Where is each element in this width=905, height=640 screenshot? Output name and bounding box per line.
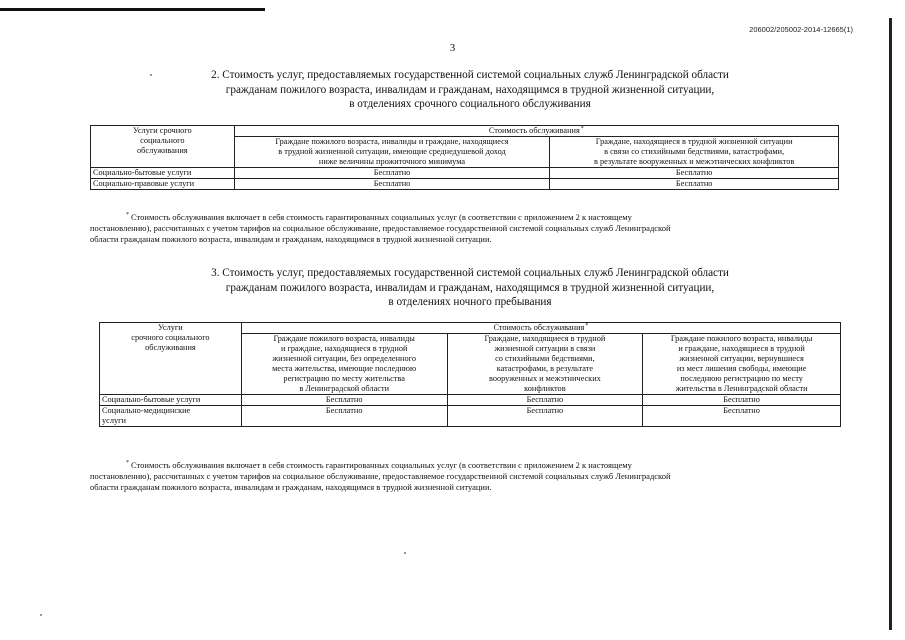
cost-cell: Бесплатно — [234, 179, 550, 190]
table-row — [100, 406, 841, 427]
section-3-footnote — [90, 460, 840, 493]
cost-cell: Бесплатно — [643, 395, 841, 406]
cost-cell: Бесплатно — [643, 406, 841, 427]
section-3-heading — [130, 266, 810, 310]
scan-speck — [404, 552, 406, 554]
footnote-line: области гражданам пожилого возраста, инвалидам и гражданам, находящимся в трудной жизненной ситуации. — [90, 234, 492, 244]
cost-cell: Бесплатно — [234, 168, 550, 179]
section-2-heading — [130, 68, 810, 112]
table-row — [91, 179, 839, 190]
footnote-line: * Стоимость обслуживания включает в себя стоимость гарантированных социальных услуг (в соответствии с приложением 2 к настоящему — [126, 460, 632, 470]
category-header: Граждане, находящиеся в трудной жизненной ситуации в связи со стихийными бедствиями, катастрофами, в результате вооруженных и межэтнических конфликтов — [447, 334, 643, 395]
cost-column-header: Стоимость обслуживания* — [241, 323, 840, 334]
cost-cell: Бесплатно — [241, 406, 447, 427]
service-column-header: Услуги срочного социального обслуживания — [91, 126, 235, 168]
category-header: Граждане пожилого возраста, инвалиды и граждане, находящиеся в трудной жизненной ситуации, имеющие среднедушевой доход ниже величины прожиточного минимума — [234, 137, 550, 168]
document-id: 206002/205002-2014-12665(1) — [749, 25, 853, 34]
service-name: Социально-бытовые услуги — [91, 168, 235, 179]
cost-cell: Бесплатно — [550, 179, 839, 190]
scan-edge-right — [889, 18, 892, 630]
service-name: Социально-медицинские услуги — [100, 406, 242, 427]
footnote-line: области гражданам пожилого возраста, инвалидам и гражданам, находящимся в трудной жизненной ситуации. — [90, 482, 492, 492]
cost-cell: Бесплатно — [447, 406, 643, 427]
heading-line: в отделениях срочного социального обслуживания — [349, 98, 591, 110]
footnote-line: * Стоимость обслуживания включает в себя стоимость гарантированных социальных услуг (в соответствии с приложением 2 к настоящему — [126, 212, 632, 222]
heading-line: гражданам пожилого возраста, инвалидам и гражданам, находящимся в трудной жизненной ситуации, — [225, 83, 715, 96]
service-column-header: Услуги срочного социального обслуживания — [100, 323, 242, 395]
heading-line: гражданам пожилого возраста, инвалидам и гражданам, находящимся в трудной жизненной ситуации, — [225, 281, 715, 294]
cost-column-header: Стоимость обслуживания* — [234, 126, 838, 137]
category-header: Граждане пожилого возраста, инвалиды и граждане, находящиеся в трудной жизненной ситуации, без определенного места жительства, имеющие последнюю регистрацию по месту жительства в Ленинградской области — [241, 334, 447, 395]
table-header-row — [100, 323, 841, 334]
table-header-row — [91, 126, 839, 137]
footnote-line: постановлению), рассчитанных с учетом тарифов на социальное обслуживание, предоставляемое государственной системой социальных служб Ленинградской — [90, 471, 671, 481]
table-row — [100, 395, 841, 406]
category-header: Граждане, находящиеся в трудной жизненной ситуации в связи со стихийными бедствиями, катастрофами, в результате вооруженных и межэтнических конфликтов — [550, 137, 839, 168]
scan-edge-top — [0, 8, 265, 11]
cost-cell: Бесплатно — [550, 168, 839, 179]
category-header: Граждане пожилого возраста, инвалиды и граждане, находящиеся в трудной жизненной ситуации, вернувшиеся из мест лишения свободы, имеющие последнюю регистрацию по месту жительства в Ленинградской области — [643, 334, 841, 395]
night-stay-cost-table — [99, 322, 841, 427]
urgent-service-cost-table — [90, 125, 839, 190]
cost-cell: Бесплатно — [447, 395, 643, 406]
heading-line: в отделениях ночного пребывания — [388, 296, 552, 308]
service-name: Социально-бытовые услуги — [100, 395, 242, 406]
section-2-footnote — [90, 212, 840, 245]
page-number: 3 — [449, 42, 456, 54]
cost-cell: Бесплатно — [241, 395, 447, 406]
footnote-marker: * — [580, 126, 584, 132]
heading-line: 3. Стоимость услуг, предоставляемых государственной системой социальных служб Ленинградской области — [211, 267, 729, 279]
footnote-line: постановлению), рассчитанных с учетом тарифов на социальное обслуживание, предоставляемое государственной системой социальных служб Ленинградской — [90, 223, 671, 233]
scan-speck — [40, 614, 42, 616]
heading-line: 2. Стоимость услуг, предоставляемых государственной системой социальных служб Ленинградской области — [211, 69, 729, 81]
footnote-marker: * — [585, 323, 589, 329]
table-row — [91, 168, 839, 179]
service-name: Социально-правовые услуги — [91, 179, 235, 190]
